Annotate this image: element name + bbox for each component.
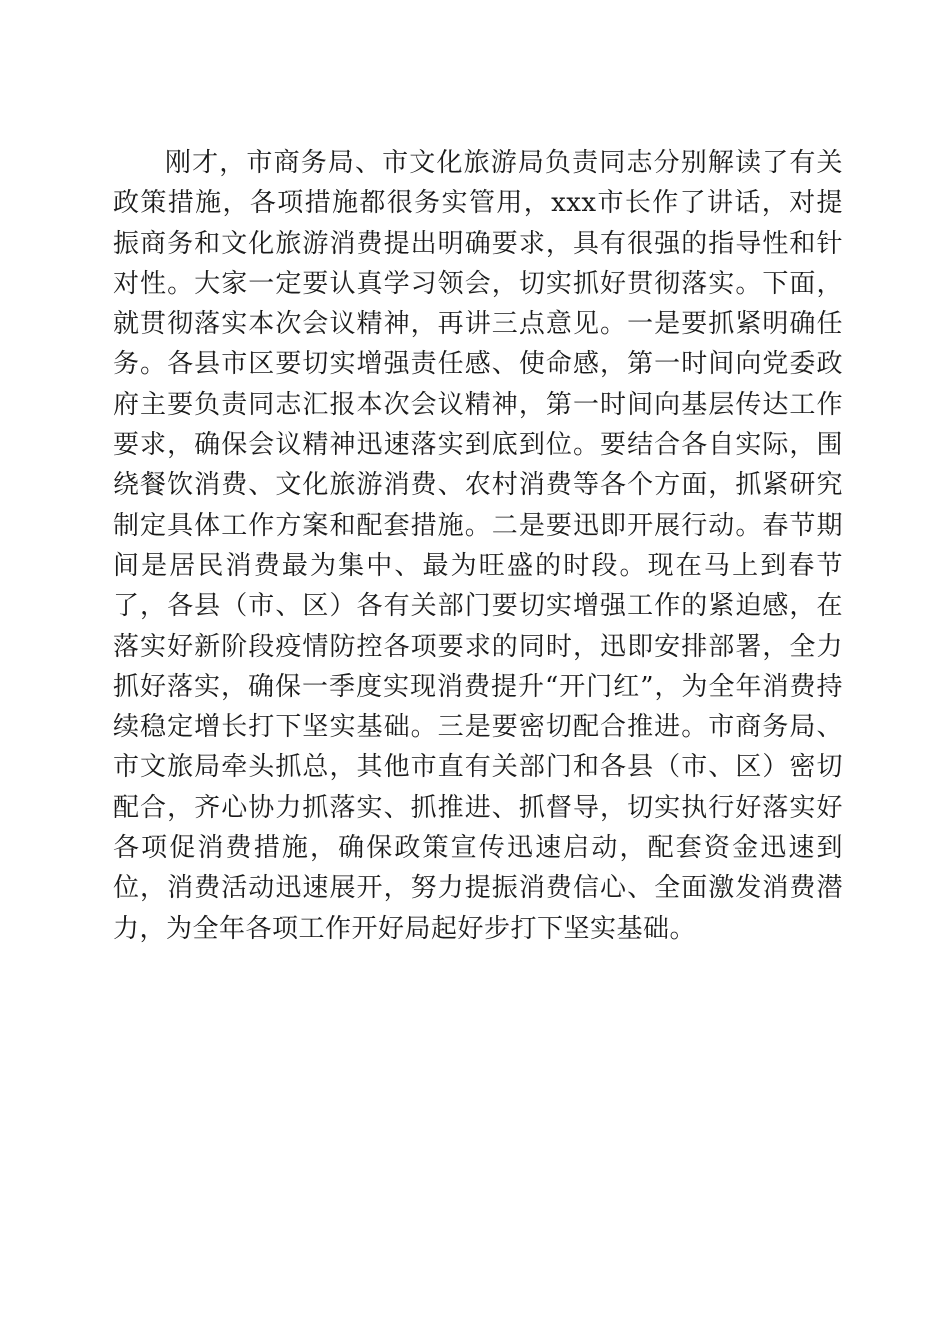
body-paragraph: 刚才，市商务局、市文化旅游局负责同志分别解读了有关政策措施，各项措施都很务实管用，xxx市长作了讲话，对提振商务和文化旅游消费提出明确要求，具有很强的指导性和针对性。大家一定要认真学习领会，切实抓好贯彻落实。下面，就贯彻落实本次会议精神，再讲三点意见。一是要抓紧明确任务。各县市区要切实增强责任感、使命感，第一时间向党委政府主要负责同志汇报本次会议精神，第一时间向基层传达工作要求，确保会议精神迅速落实到底到位。要结合各自实际，围绕餐饮消费、文化旅游消费、农村消费等各个方面，抓紧研究制定具体工作方案和配套措施。二是要迅即开展行动。春节期间是居民消费最为集中、最为旺盛的时段。现在马上到春节了，各县（市、区）各有关部门要切实增强工作的紧迫感，在落实好新阶段疫情防控各项要求的同时，迅即安排部署，全力抓好落实，确保一季度实现消费提升“开门红”，为全年消费持续稳定增长打下坚实基础。三是要密切配合推进。市商务局、市文旅局牵头抓总，其他市直有关部门和各县（市、区）密切配合，齐心协力抓落实、抓推进、抓督导，切实执行好落实好各项促消费措施，确保政策宣传迅速启动，配套资金迅速到位，消费活动迅速展开，努力提振消费信心、全面激发消费潜力，为全年各项工作开好局起好步打下坚实基础。: [113, 148, 843, 944]
